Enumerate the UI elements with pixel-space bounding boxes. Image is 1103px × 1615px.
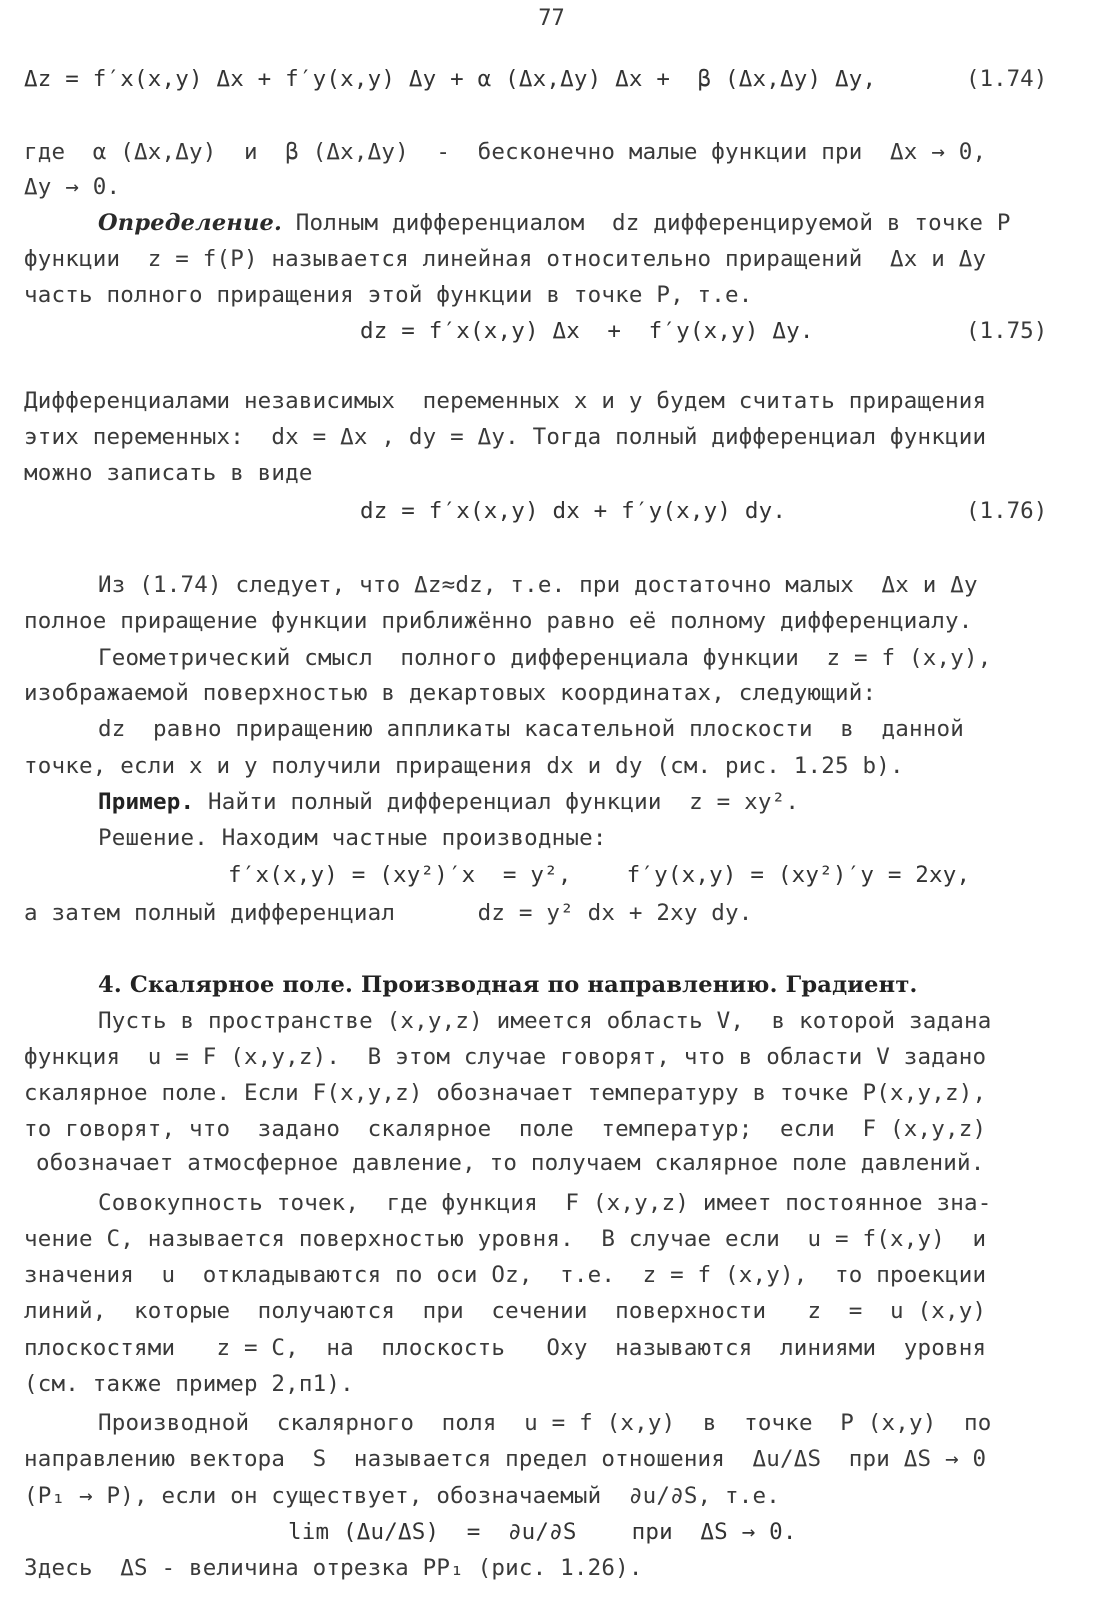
text-line: изображаемой поверхностью в декартовых координатах, следующий: — [24, 680, 877, 706]
text-line: (P₁ → P), если он существует, обозначаемый ∂u/∂S, т.е. — [24, 1483, 781, 1509]
text-line: Производной скалярного поля u = f (x,y) в точке P (x,y) по — [98, 1410, 992, 1436]
text-line: часть полного приращения этой функции в точке P, т.е. — [24, 282, 753, 308]
text-line: этих переменных: dx = Δx , dy = Δy. Тогда полный дифференциал функции — [24, 424, 987, 450]
equation-1-76: dz = f′x(x,y) dx + f′y(x,y) dy. — [360, 498, 787, 524]
text-line: направлению вектора S называется предел отношения Δu/ΔS при ΔS → 0 — [24, 1446, 987, 1472]
example-label: Пример. — [98, 789, 195, 815]
equation-number-1-75: (1.75) — [966, 318, 1048, 344]
text-line: Совокупность точек, где функция F (x,y,z) имеет постоянное зна- — [98, 1190, 992, 1216]
text-line: можно записать в виде — [24, 460, 313, 486]
page-number: 77 — [538, 6, 565, 31]
text-line: функция u = F (x,y,z). В этом случае говорят, что в области V задано — [24, 1044, 987, 1070]
definition-label: Определение. — [98, 210, 283, 236]
example-derivatives: f′x(x,y) = (xy²)′x = y², f′y(x,y) = (xy²)′y = 2xy, — [228, 862, 971, 888]
section-title: 4. Скалярное поле. Производная по направлению. Градиент. — [98, 972, 918, 998]
text-line: точке, если x и y получили приращения dx и dy (см. рис. 1.25 b). — [24, 753, 904, 779]
text-span: Найти полный дифференциал функции z = xy². — [194, 789, 800, 815]
text-line: где α (Δx,Δy) и β (Δx,Δy) - бесконечно малые функции при Δx → 0, — [24, 139, 987, 165]
text-line: Δy → 0. — [24, 174, 121, 200]
text-line: Из (1.74) следует, что Δz≈dz, т.е. при достаточно малых Δx и Δy — [98, 572, 978, 598]
equation-1-74: Δz = f′x(x,y) Δx + f′y(x,y) Δy + α (Δx,Δy) Δx + β (Δx,Δy) Δy, — [24, 66, 877, 92]
text-line: скалярное поле. Если F(x,y,z) обозначает температуру в точке P(x,y,z), — [24, 1080, 987, 1106]
text-line: dz равно приращению аппликаты касательной плоскости в данной — [98, 716, 965, 742]
text-line: обозначает атмосферное давление, то получаем скалярное поле давлений. — [36, 1150, 985, 1176]
text-span: Полным дифференциалом dz дифференцируемой в точке P — [282, 210, 1011, 236]
text-line: (см. также пример 2,п1). — [24, 1371, 354, 1397]
equation-1-75: dz = f′x(x,y) Δx + f′y(x,y) Δy. — [360, 318, 814, 344]
text-line: то говорят, что задано скалярное поле температур; если F (x,y,z) — [24, 1116, 987, 1142]
text-line: а затем полный дифференциал dz = y² dx + 2xy dy. — [24, 900, 753, 926]
text-line: Здесь ΔS - величина отрезка PP₁ (рис. 1.26). — [24, 1555, 643, 1581]
equation-number-1-74: (1.74) — [966, 66, 1048, 92]
equation-number-1-76: (1.76) — [966, 498, 1048, 524]
text-line: чение C, называется поверхностью уровня. В случае если u = f(x,y) и — [24, 1226, 987, 1252]
text-line: полное приращение функции приближённо равно её полному дифференциалу. — [24, 608, 973, 634]
text-line: функции z = f(P) называется линейная относительно приращений Δx и Δy — [24, 246, 987, 272]
limit-definition: lim (Δu/ΔS) = ∂u/∂S при ΔS → 0. — [288, 1519, 797, 1545]
definition-paragraph — [98, 208, 1011, 238]
text-line: Дифференциалами независимых переменных x и y будем считать приращения — [24, 388, 987, 414]
text-line: Пусть в пространстве (x,y,z) имеется область V, в которой задана — [98, 1008, 992, 1034]
text-line: Решение. Находим частные производные: — [98, 825, 607, 851]
text-line: плоскостями z = C, на плоскость Oxy называются линиями уровня — [24, 1335, 987, 1361]
text-line: линий, которые получаются при сечении поверхности z = u (x,y) — [24, 1298, 987, 1324]
text-line: значения u откладываются по оси Oz, т.е. z = f (x,y), то проекции — [24, 1262, 987, 1288]
example-paragraph — [98, 787, 799, 817]
text-line: Геометрический смысл полного дифференциала функции z = f (x,y), — [98, 645, 992, 671]
